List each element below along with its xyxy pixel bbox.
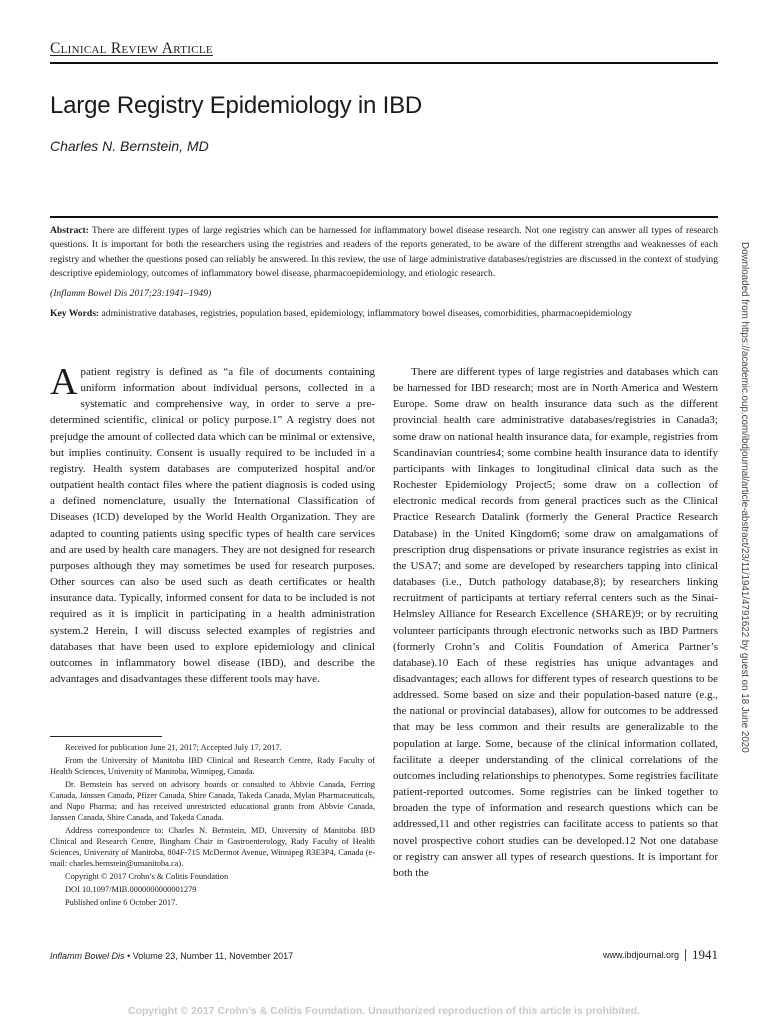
footnote: Copyright © 2017 Crohn’s & Colitis Foundation xyxy=(65,872,229,881)
body-paragraph: There are different types of large registries and databases which can be harnessed for IBD research; most are in North America and Western Europe. Some draw on health insurance data such as the different provincial health care administrative databases/registries in Canada3; some draw on national health insurance data, for example, registries from Scandinavian countries4; some combine health insurance data to identify participants with linkages to longitudinal clinical data such as the Rochester Epidemiology Project5; some draw on a collection of electronic medical records from general practices such as the Clinical Practice Research Datalink (formerly the General Practice Research Database) in the United Kingdom6; some draw on amalgamations of prescription drug dispensations or private insurance registries as exist in the USA7; and some are developed by researchers tapping into clinical databases (i.e., Dutch pathology database,8); by researchers linking recruitment of participants at tertiary referral centers such as the Sinai-Helmsley Alliance for Research Excellence (SHARE)9; or by recruiting volunteer participants through electronic networks such as IBD Partners (formerly Crohn’s and Colitis Foundation of America Partner’s database).10 Each of these registries has unique advantages and disadvantages; each allows for different types of research questions to be addressed. Some based on size and their population-based nature (e.g., the national or provincial databases), allow for outcomes to be addressed that may be less common and their results are generalizable to the population at large. Some, because of the clinical information collated, facilitate a deeper understanding of the clinical correlations of the outcomes including relationships to phenotypes. Some registries facilitate patient-reported outcomes. Some registries can be linked together to broaden the type of information and research questions which can be addressed,11 and other registries can facilitate access to patients so that novel prospective cohort studies can be developed.12 Not one database or registry can answer all types of research questions. It is important for both the xyxy=(393,366,718,879)
article-title: Large Registry Epidemiology in IBD xyxy=(50,92,423,119)
abstract-text: There are different types of large registries which can be harnessed for inflammatory bowel disease research. Not one registry can answer all types of research questions. It is important for both the researchers using the registries and readers of the reports generated, to be aware of the different strengths and weaknesses of each registry and whether the questions posed can reliably be answered. In this review, the use of large administrative databases/registries are discussed in the context of studying descriptive epidemiology, outcomes of inflammatory bowel disease, pharmacoepidemiology, and etiologic research. xyxy=(50,225,718,279)
intro-text: patient registry is defined as “a file of documents containing uniform information about individual persons, collected in a systematic and comprehensive way, in order to serve a pre-determined scientific, clinical or policy purpose.1” A registry does not prejudge the amount of collected data which can be minimal or extensive, but implies continuity. Consent is usually required to be included in a registry. Health system databases are computerized hospital and/or outpatient health contact files where the patient diagnosis is coded using a defined nomenclature, usually the International Classification of Diseases (ICD) developed by the World Health Organization. They are adapted to counting patients using specific types of health care services and are used by health care managers. They are not designed for research purposes although they may sometimes be used for research purposes. Other sources can also be used such as death certificates or health insurance data. Typically, informed consent for data to be included is not required as it is implicit in participating in a health administration system.2 Herein, I will discuss selected examples of registries and databases that have been used to explore epidemiology and clinical outcomes in inflammatory bowel disease (IBD), and describe the advantages and disadvantages these different tools may have. xyxy=(50,366,375,685)
footnote: DOI 10.1097/MIB.0000000000001279 xyxy=(65,885,197,894)
footnote: Received for publication June 21, 2017; Accepted July 17, 2017. xyxy=(65,743,282,752)
footnotes xyxy=(50,742,375,910)
body-column-right xyxy=(393,364,718,881)
abstract-paragraph xyxy=(50,224,718,281)
footer-journal-name: Inflamm Bowel Dis xyxy=(50,951,125,961)
footnote: Published online 6 October 2017. xyxy=(65,898,178,907)
body-column-left xyxy=(50,361,375,687)
footnote-rule xyxy=(50,736,162,737)
download-watermark-text[interactable]: Downloaded from https://academic.oup.com/ibdjournal/article-abstract/23/11/1941/4791622 by guest on 18 June 2020 xyxy=(739,242,750,753)
header-rule xyxy=(50,62,718,64)
journal-url[interactable]: www.ibdjournal.org xyxy=(602,950,679,960)
abstract-label: Abstract: xyxy=(50,225,89,236)
copyright-notice: Copyright © 2017 Crohn’s & Colitis Foundation. Unauthorized reproduction of this article is prohibited. xyxy=(128,1005,640,1017)
footnote: Dr. Bernstein has served on advisory boards or consulted to Abbvie Canada, Ferring Canada, Janssen Canada, Pfizer Canada, Shire Canada, Takeda Canada, Mylan Pharmaceuticals, and Napo Pharma; and has received unrestricted educational grants from Abbvie Canada, Janssen Canada, Shire Canada, and Takeda Canada. xyxy=(50,780,375,822)
intro-paragraph xyxy=(50,361,375,687)
keywords-paragraph xyxy=(50,307,718,321)
abstract-block xyxy=(50,224,718,328)
keywords-text: administrative databases, registries, population based, epidemiology, inflammatory bowel diseases, comorbidities, pharmacoepidemiology xyxy=(99,308,633,320)
citation: (Inflamm Bowel Dis 2017;23:1941–1949) xyxy=(50,288,212,300)
footnote: From the University of Manitoba IBD Clinical and Research Centre, Rady Faculty of Health Sciences, University of Manitoba, Winnipeg, Canada. xyxy=(50,756,375,776)
drop-cap: A xyxy=(50,361,78,403)
article-author: Charles N. Bernstein, MD xyxy=(50,138,209,154)
keywords-label: Key Words: xyxy=(50,308,100,320)
download-watermark xyxy=(738,242,752,802)
footer-volume: Volume 23, Number 11, November 2017 xyxy=(132,951,294,961)
abstract-rule xyxy=(50,216,718,218)
page-number: 1941 xyxy=(692,947,718,962)
footnote: Address correspondence to: Charles N. Bernstein, MD, University of Manitoba IBD Clinical and Research Centre, Bingham Chair in Gastroenterology, Rady Faculty of Health Sciences, University of Manitoba, 804F-715 McDermot Avenue, Winnipeg R3E3P4, Canada (e-mail: charles.bernstein@umanitoba.ca). xyxy=(50,826,375,868)
footer-journal: Inflamm Bowel Dis • Volume 23, Number 11, November 2017 xyxy=(50,951,294,961)
footer-right xyxy=(603,947,718,963)
footer-divider xyxy=(685,949,686,961)
section-label: Clinical Review Article xyxy=(50,40,213,57)
